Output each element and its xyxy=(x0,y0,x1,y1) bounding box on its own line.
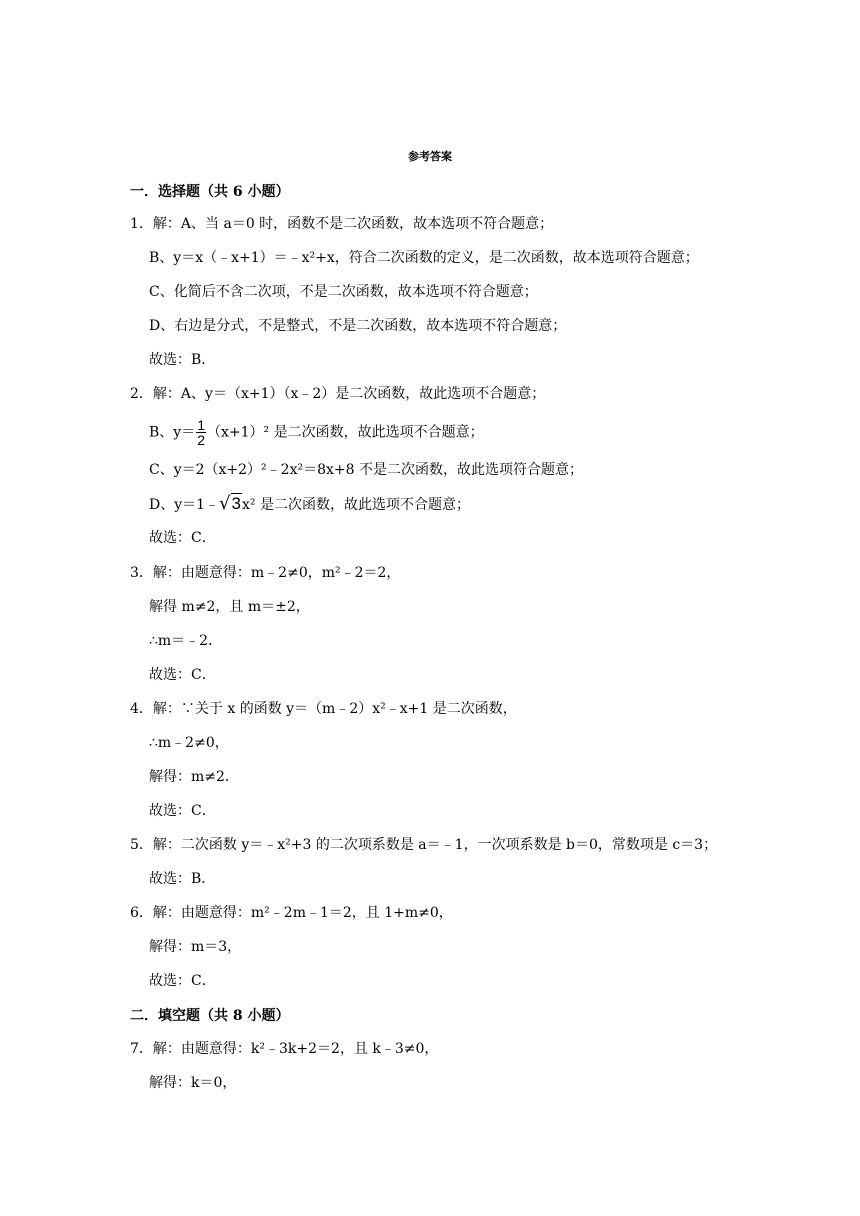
answer-5-choice: 故选：B． xyxy=(149,871,216,887)
answer-6-line-1: 6．解：由题意得：m²﹣2m﹣1＝2，且 1+m≠0， xyxy=(130,905,453,921)
answer-5-line-1: 5．解：二次函数 y＝﹣x²+3 的二次项系数是 a＝﹣1，一次项系数是 b＝0，常数项是 c＝3； xyxy=(130,837,718,853)
answer-4-line-1: 4．解：∵关于 x 的函数 y＝（m﹣2）x²﹣x+1 是二次函数， xyxy=(130,701,517,717)
answer-4-line-3: 解得：m≠2． xyxy=(149,769,239,785)
section-heading-fill: 二．填空题（共 8 小题） xyxy=(130,1008,290,1024)
square-root-three: √3 xyxy=(219,493,241,514)
answer-2-line-c: C、y＝2（x+2）²﹣2x²＝8x+8 不是二次函数，故此选项符合题意； xyxy=(149,462,583,478)
answer-2-line-a: 2．解：A、y＝（x+1）（x﹣2）是二次函数，故此选项不合题意； xyxy=(130,386,546,402)
answer-6-choice: 故选：C． xyxy=(149,973,216,989)
answer-3-line-1: 3．解：由题意得：m﹣2≠0，m²﹣2＝2， xyxy=(130,565,401,581)
answer-4-choice: 故选：C． xyxy=(149,803,216,819)
answer-3-line-3: ∴m＝﹣2． xyxy=(149,633,223,649)
answer-7-line-2: 解得：k＝0， xyxy=(149,1075,237,1091)
fraction-one-half: $\frac{1}{2}$ xyxy=(197,417,205,448)
answer-2-line-b: B、y＝ $\frac{1}{2}$ （x+1）² 是二次函数，故此选项不合题意； xyxy=(149,417,484,448)
section-heading-choice: 一．选择题（共 6 小题） xyxy=(130,184,290,200)
answer-6-line-2: 解得：m＝3， xyxy=(149,939,242,955)
answer-2-line-d: D、y＝1﹣√3x² 是二次函数，故此选项不合题意； xyxy=(149,493,470,514)
answer-2-choice: 故选：C． xyxy=(149,530,216,546)
answer-3-choice: 故选：C． xyxy=(149,667,216,683)
answer-1-line-c: C、化简后不含二次项，不是二次函数，故本选项不符合题意； xyxy=(149,284,538,300)
answer-7-line-1: 7．解：由题意得：k²﹣3k+2＝2，且 k﹣3≠0， xyxy=(130,1041,439,1057)
answer-1-line-a: 1．解：A、当 a＝0 时，函数不是二次函数，故本选项不符合题意； xyxy=(130,216,554,232)
answer-1-line-b: B、y＝x（﹣x+1）＝﹣x²+x，符合二次函数的定义，是二次函数，故本选项符合题意； xyxy=(149,250,699,266)
answer-3-line-2: 解得 m≠2，且 m＝±2， xyxy=(149,599,310,615)
answer-4-line-2: ∴m﹣2≠0， xyxy=(149,735,229,751)
answer-1-line-d: D、右边是分式，不是整式，不是二次函数，故本选项不符合题意； xyxy=(149,318,567,334)
answer-1-choice: 故选：B． xyxy=(149,352,216,368)
page-title: 参考答案 xyxy=(408,150,452,163)
